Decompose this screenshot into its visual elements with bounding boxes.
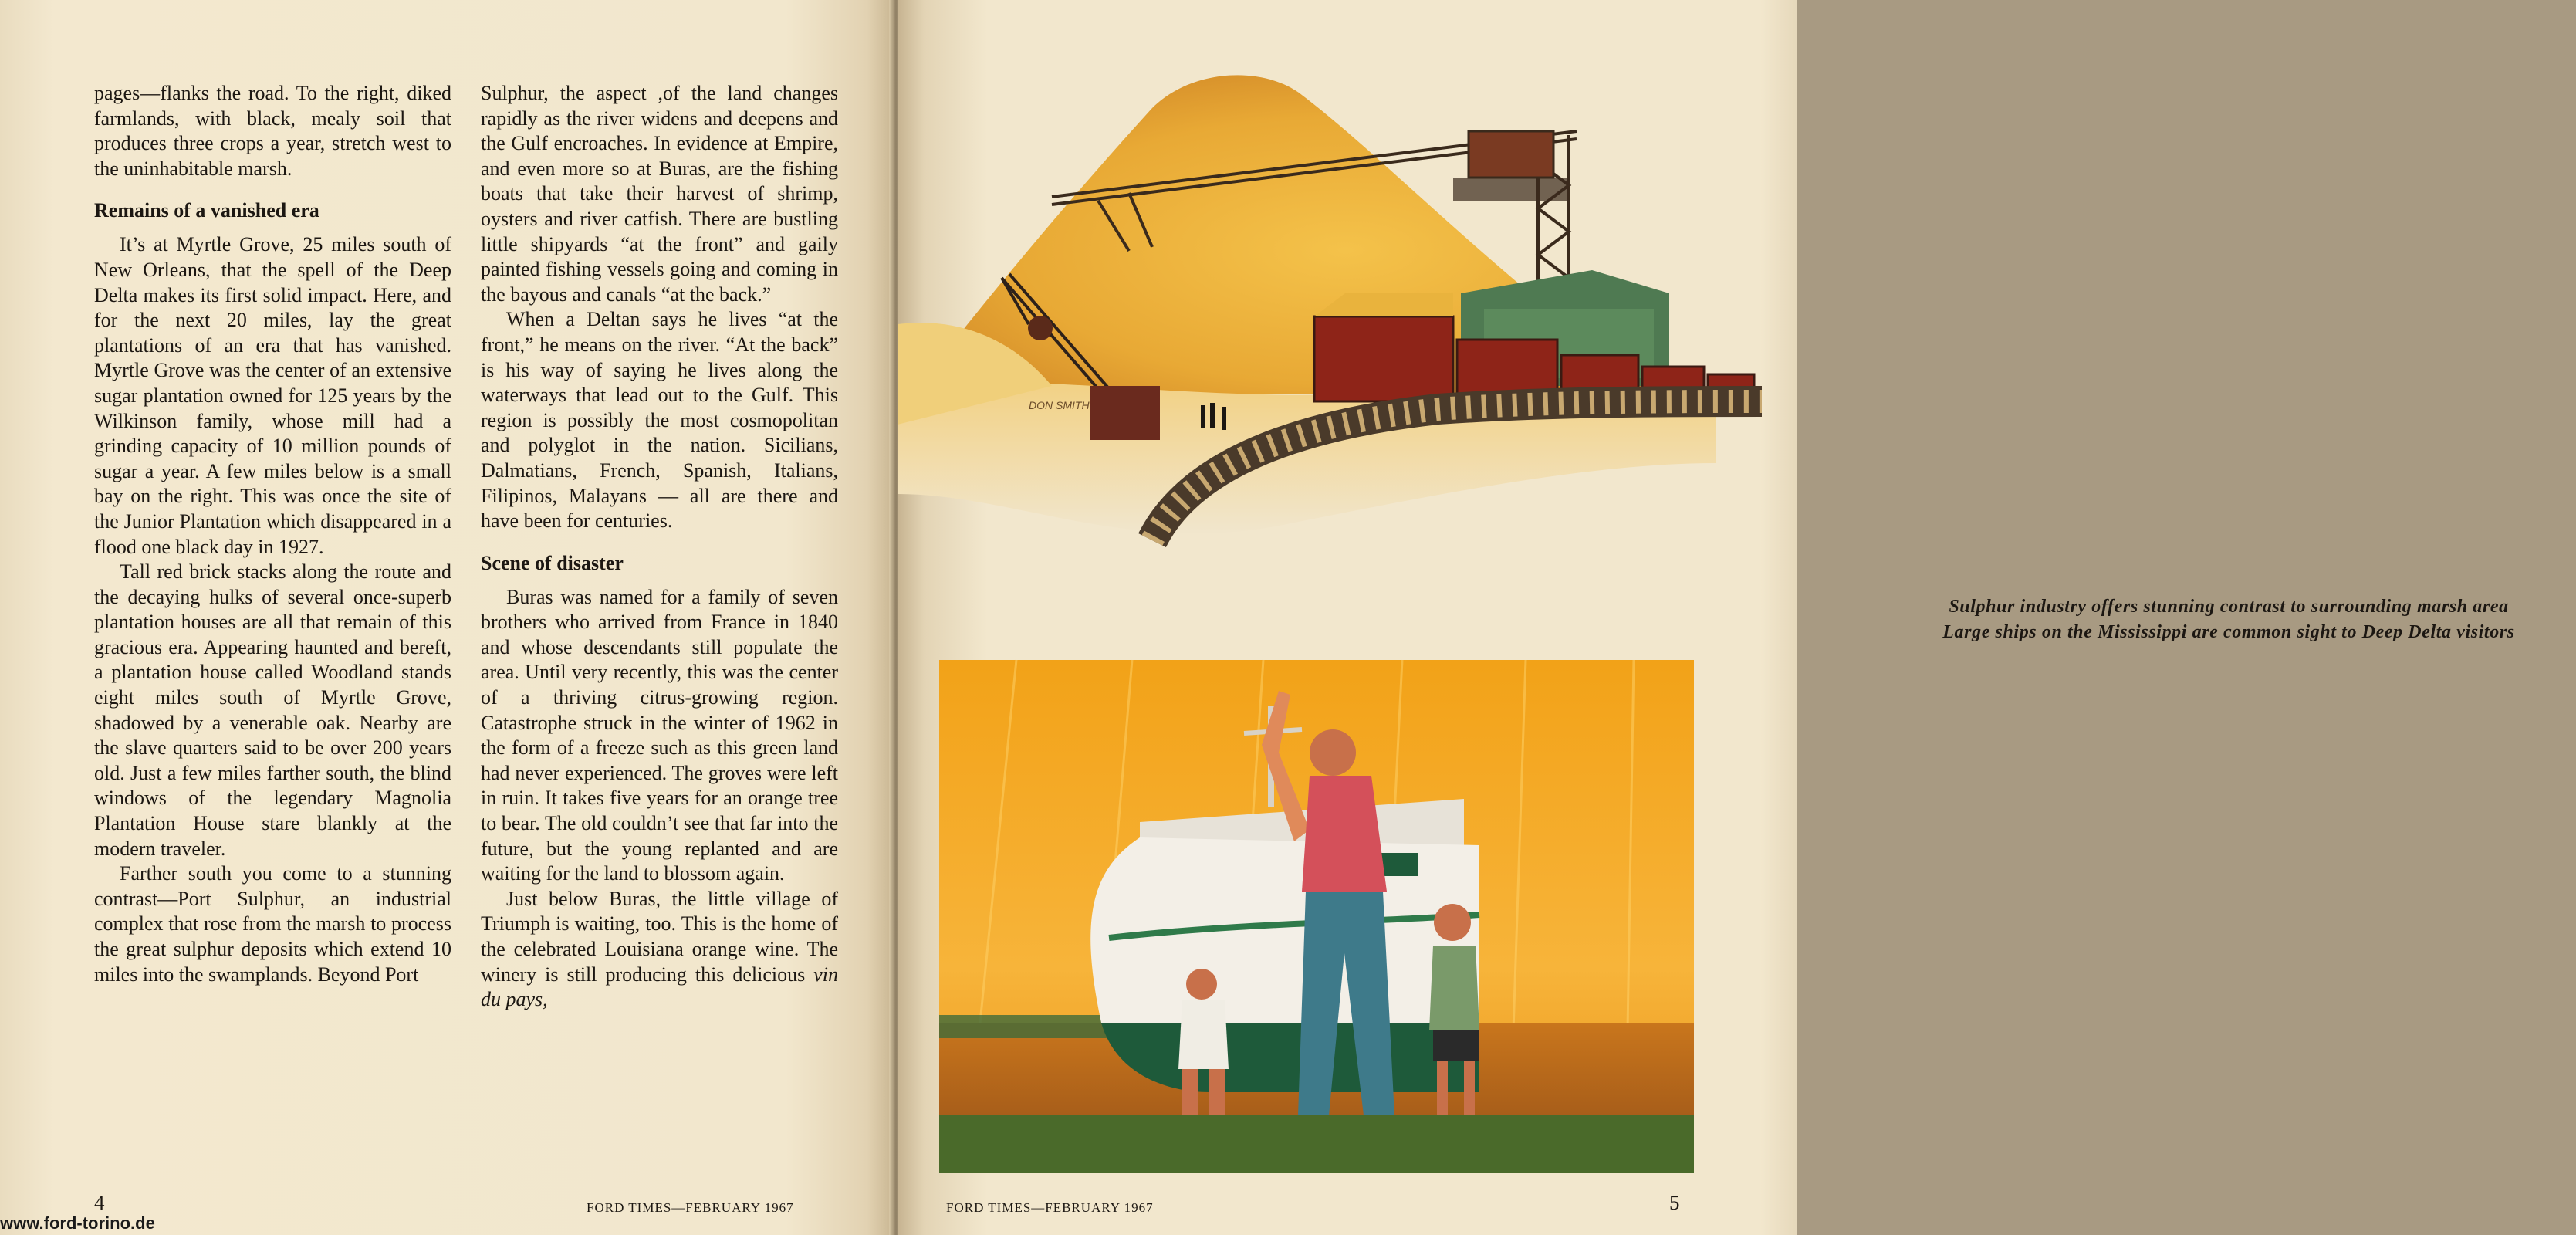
paragraph: Sulphur, the aspect ,of the land changes rapidly as the river widens and deepens and the Gulf encroaches. In evidence at Empire, and even more so at Buras, are the fishing boats that take their harvest of shrimp, oysters and river catfish. There are bustling little shipyards “at the front” and gaily painted fishing vessels going and coming in the bayous and canals “at the back.” (481, 82, 838, 306)
watermark: www.ford-torino.de (0, 1213, 155, 1233)
left-page (0, 0, 894, 1235)
text-column-a (94, 81, 451, 987)
section-heading: Scene of disaster (481, 551, 624, 574)
caption-bottom: Large ships on the Mississippi are common sight to Deep Delta visitors (1942, 622, 2515, 642)
right-page (898, 0, 2515, 1235)
italic-phrase: vin du pays, (481, 963, 838, 1011)
text-column-b (481, 81, 838, 1013)
paragraph: Farther south you come to a stunning contrast—Port Sulphur, an industrial complex that rose from the marsh to process the great sulphur deposits which extend 10 miles into the swamplands. Beyond Port (94, 862, 451, 986)
paragraph: When a Deltan says he lives “at the front,” he means on the river. “At the back” is his way of saying he lives along the waterways that lead out to the Gulf. This region is possibly the most cosmopolitan and polyglot in the nation. Sicilians, Dalmatians, French, Spanish, Italians, Filipinos, Malayans — all are there and have been for centuries. (481, 308, 838, 533)
paragraph-text: Just below Buras, the little village of Triumph is waiting, too. This is the home of the celebrated Louisiana orange wine. The winery is still producing this delicious (481, 887, 838, 986)
section-heading: Remains of a vanished era (94, 199, 319, 222)
paragraph: It’s at Myrtle Grove, 25 miles south of New Orleans, that the spell of the Deep Delta makes its first solid impact. Here, and for the next 20 miles, lay the great plantations of an era that has vanished. Myrtle Grove was the center of an extensive sugar plantation owned for 125 years by the Wilkinson family, whose mill had a grinding capacity of 10 million pounds of sugar a year. A few miles below is a small bay on the right. This was once the site of the Junior Plantation which disappeared in a flood one black day in 1927. (94, 233, 451, 558)
sulphur-illustration (898, 62, 1797, 587)
page-number: 5 (1669, 1191, 1680, 1214)
running-footer: FORD TIMES—FEBRUARY 1967 (946, 1200, 1154, 1215)
page-number: 4 (94, 1191, 105, 1214)
caption-top: Sulphur industry offers stunning contrast to surrounding marsh area (1949, 597, 2509, 617)
paragraph (481, 887, 838, 1013)
ship-illustration (939, 660, 1694, 1173)
artist-signature: DON SMITH (1029, 399, 1090, 411)
paragraph: Tall red brick stacks along the route and the decaying hulks of several once-superb plantation houses are all that remain of this gracious era. Appearing haunted and bereft, a plantation house called Woodland stands eight miles south of Myrtle Grove, shadowed by a venerable oak. Nearby are the slave quarters said to be over 200 years old. Just a few miles farther south, the blind windows of the legendary Magnolia Plantation House stare blankly at the modern traveler. (94, 560, 451, 860)
paragraph: pages—flanks the road. To the right, diked farmlands, with black, mealy soil that produces three crops a year, stretch west to the uninhabitable marsh. (94, 82, 451, 180)
running-footer: FORD TIMES—FEBRUARY 1967 (587, 1200, 794, 1215)
paragraph: Buras was named for a family of seven brothers who arrived from France in 1840 and whose descendants still populate the area. Until very recently, this was the center of a thriving citrus-growing region. Catastrophe struck in the winter of 1962 in the form of a freeze such as this green land had never experienced. The groves were left in ruin. It takes five years for an orange tree to bear. The old couldn’t see that far into the future, but the young replanted and are waiting for the land to blossom again. (481, 585, 838, 885)
